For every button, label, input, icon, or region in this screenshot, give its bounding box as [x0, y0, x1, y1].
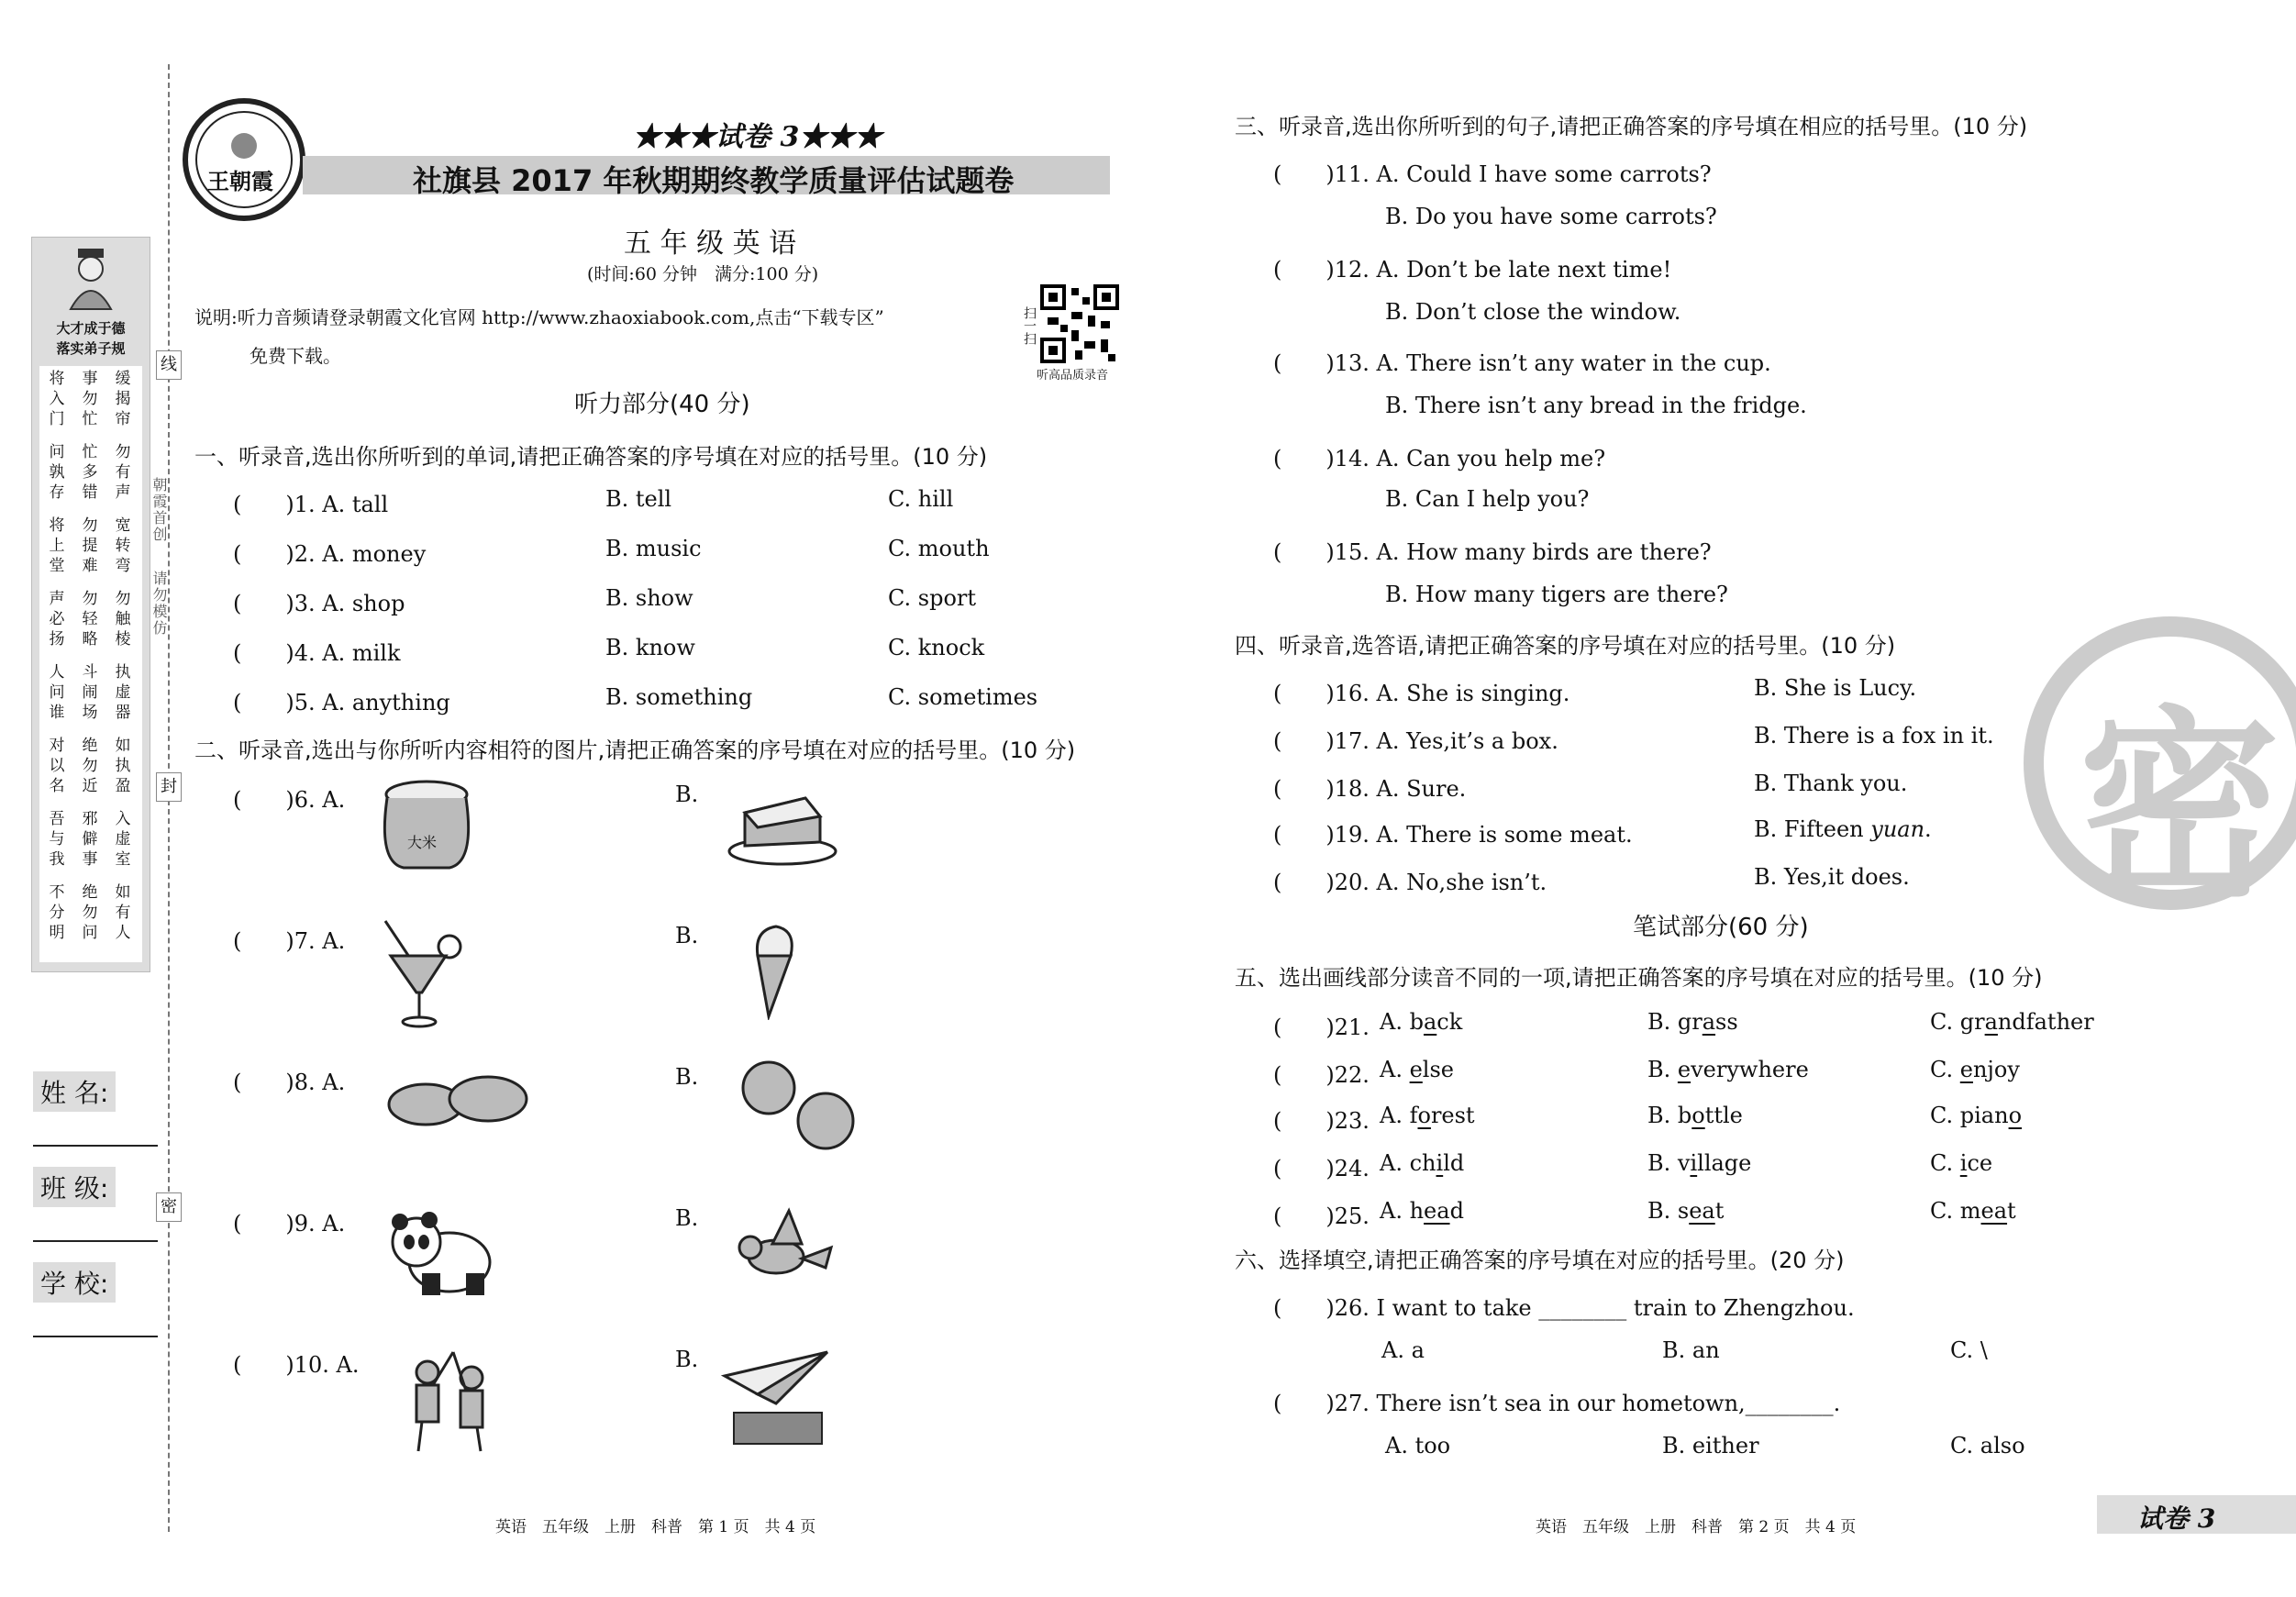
sidebar-verse-column: 如 有 人 [115, 883, 131, 942]
sidebar-verse-column: 绝 勿 问 [82, 883, 98, 942]
sidebar-verse-column: 吾 与 我 [49, 810, 65, 869]
q8-a[interactable]: ( )8. A. [233, 1070, 346, 1095]
cut-label-mi: 密 [156, 1192, 182, 1222]
sidebar-verse-group [46, 442, 134, 516]
tomatoes-icon[interactable] [734, 1055, 862, 1156]
cut-label-xian: 线 [156, 350, 182, 380]
class-label: 班 级: [33, 1167, 116, 1207]
vertical-note-no-copy: 请勿模仿 [150, 571, 168, 637]
underlined-letters: e [1959, 1057, 1973, 1082]
bird-icon[interactable] [725, 1207, 835, 1290]
sidebar-motto: 大才成于德 落实弟子规 [56, 320, 126, 357]
q26-c[interactable]: C. \ [1950, 1337, 1988, 1363]
q5-c[interactable]: C. sometimes [888, 684, 1038, 710]
footer-tag: 试卷 3 [2137, 1503, 2216, 1534]
ice-cream-icon[interactable] [745, 919, 804, 1020]
q1-a[interactable]: ( )1. A. tall [233, 492, 389, 517]
name-line[interactable] [33, 1145, 158, 1147]
q23-num[interactable]: ( )23. [1273, 1108, 1370, 1134]
q16-b[interactable]: B. She is Lucy. [1754, 675, 1917, 701]
sidebar-verse-column: 宽 转 弯 [115, 516, 131, 575]
q3-c[interactable]: C. sport [888, 585, 977, 611]
sidebar-verse-column: 执 虚 器 [115, 663, 131, 722]
q5-b[interactable]: B. something [605, 684, 753, 710]
rice-bag-icon[interactable] [376, 780, 477, 871]
q4-a[interactable]: ( )4. A. milk [233, 640, 401, 666]
underlined-letters: o [1417, 1103, 1431, 1128]
writing-title: 笔试部分(60 分) [1633, 914, 1809, 941]
logo-badge [180, 95, 308, 224]
q23-c[interactable]: C. piano [1930, 1103, 2023, 1128]
sidebar-verse-group [46, 516, 134, 589]
q4-c[interactable]: C. knock [888, 635, 985, 660]
sidebar-verse-column: 勿 轻 略 [82, 590, 98, 649]
q26-b[interactable]: B. an [1662, 1337, 1720, 1363]
q19-b[interactable] [1754, 816, 1932, 842]
q14-a[interactable]: ( )14. A. Can you help me? [1273, 446, 1606, 471]
q16-a[interactable]: ( )16. A. She is singing. [1273, 681, 1570, 706]
sidebar-verse-column: 如 执 盈 [115, 737, 131, 795]
paper-tag: ★★★试卷 3★★★ [633, 121, 882, 153]
underlined-letters: ea [1980, 1198, 2008, 1224]
sidebar-verse-column: 勿 有 声 [115, 443, 131, 502]
q23-a[interactable]: A. forest [1380, 1103, 1475, 1128]
q8-b[interactable]: B. [675, 1064, 699, 1090]
q27-a[interactable]: A. too [1385, 1433, 1451, 1458]
panda-icon[interactable] [385, 1207, 495, 1299]
underlined-letters: i [1959, 1150, 1968, 1176]
sidebar-verse-group [46, 809, 134, 882]
q14-b[interactable]: B. Can I help you? [1385, 486, 1590, 512]
q4-b[interactable]: B. know [605, 635, 695, 660]
q25-num[interactable]: ( )25. [1273, 1203, 1370, 1229]
q27-stem[interactable]: ( )27. There isn’t sea in our hometown,________. [1273, 1391, 1841, 1416]
exam-title: 社旗县 2017 年秋期期终教学质量评估试题卷 [413, 163, 1015, 198]
underlined-letters: a [1702, 1009, 1716, 1035]
q27-c[interactable]: C. also [1950, 1433, 2025, 1458]
q19-b-yuan: yuan [1870, 816, 1925, 842]
q19-a[interactable]: ( )19. A. There is some meat. [1273, 822, 1633, 848]
sidebar-verse-column: 勿 触 棱 [115, 590, 131, 649]
section-5-title: 五、选出画线部分读音不同的一项,请把正确答案的序号填在对应的括号里。(10 分) [1235, 965, 2043, 991]
q21-a[interactable]: A. back [1380, 1009, 1463, 1035]
class-line[interactable] [33, 1240, 158, 1242]
qr-code-icon [1040, 284, 1119, 363]
q13-a[interactable]: ( )13. A. There isn’t any water in the cup. [1273, 350, 1771, 376]
logo-text: 王朝霞 [207, 168, 273, 194]
q17-b[interactable]: B. There is a fox in it. [1754, 723, 1994, 749]
sidebar-verse-group [46, 369, 134, 442]
footer-left: 英语 五年级 上册 科普 第 1 页 共 4 页 [495, 1518, 816, 1536]
q22-b[interactable]: B. everywhere [1647, 1057, 1809, 1082]
q21-num[interactable]: ( )21. [1273, 1015, 1370, 1040]
q1-c[interactable]: C. hill [888, 486, 954, 512]
sidebar-verse-column: 缓 揭 帘 [115, 370, 131, 428]
sidebar-verse-column: 斗 闹 场 [82, 663, 98, 722]
underlined-letters: o [2008, 1103, 2023, 1128]
cake-icon[interactable] [725, 785, 840, 868]
juice-glass-icon[interactable] [376, 919, 464, 1029]
q27-b[interactable]: B. either [1662, 1433, 1759, 1458]
q17-a[interactable]: ( )17. A. Yes,it’s a box. [1273, 728, 1558, 754]
paper-tag-text: 试卷 3 [715, 121, 800, 153]
q3-a[interactable]: ( )3. A. shop [233, 591, 405, 616]
q13-b[interactable]: B. There isn’t any bread in the fridge. [1385, 393, 1807, 418]
q11-a[interactable]: ( )11. A. Could I have some carrots? [1273, 161, 1712, 187]
underlined-letters: ea [1424, 1198, 1450, 1224]
q18-b[interactable]: B. Thank you. [1754, 771, 1908, 796]
q7-b[interactable]: B. [675, 923, 699, 948]
q12-b[interactable]: B. Don’t close the window. [1385, 299, 1681, 325]
sidebar-verse-column: 人 问 谁 [49, 663, 65, 722]
dancing-kids-icon[interactable] [400, 1345, 501, 1455]
q23-b[interactable]: B. bottle [1647, 1103, 1743, 1128]
note-line-1: 说明:听力音频请登录朝霞文化官网 http://www.zhaoxiabook.com,点击“下载专区” [194, 306, 884, 328]
school-line[interactable] [33, 1336, 158, 1337]
sidebar-verse-column: 事 勿 忙 [82, 370, 98, 428]
sidebar-verse-group [46, 882, 134, 956]
potatoes-icon[interactable] [385, 1068, 532, 1132]
sidebar-verse-column: 勿 提 难 [82, 516, 98, 575]
underlined-letters: a [1984, 1009, 1998, 1035]
underlined-letters: e [1409, 1057, 1423, 1082]
listening-title: 听力部分(40 分) [574, 391, 750, 418]
cut-label-feng: 封 [156, 772, 182, 802]
underlined-letters: e [1677, 1057, 1691, 1082]
sidebar-verse-column: 忙 多 错 [82, 443, 98, 502]
sidebar-verse-group [46, 736, 134, 809]
qr-side-text: 扫一扫 [1022, 306, 1037, 345]
sidebar-verse-group [46, 662, 134, 736]
q2-b[interactable]: B. music [605, 536, 702, 561]
q10-a[interactable]: ( )10. A. [233, 1352, 360, 1378]
sidebar-verse-column: 绝 勿 近 [82, 737, 98, 795]
q24-b[interactable]: B. village [1647, 1150, 1752, 1176]
q21-c[interactable]: C. grandfather [1930, 1009, 2094, 1035]
rice-bag-label: 大米 [407, 834, 438, 851]
underlined-letters: o [1691, 1103, 1705, 1128]
q22-c[interactable]: C. enjoy [1930, 1057, 2020, 1082]
sidebar-verse-column: 问 孰 存 [49, 443, 65, 502]
sidebar-verse-group [46, 589, 134, 662]
q20-b[interactable]: B. Yes,it does. [1754, 864, 1910, 890]
scholar-icon [58, 245, 124, 311]
section-2-title: 二、听录音,选出与你所听内容相符的图片,请把正确答案的序号填在对应的括号里。(10 分) [194, 738, 1076, 763]
q11-b[interactable]: B. Do you have some carrots? [1385, 204, 1717, 229]
confidential-seal-text: 密 [2079, 689, 2281, 924]
qr-caption: 听高品质录音 [1037, 369, 1109, 383]
sidebar-verse-column: 入 虚 室 [115, 810, 131, 869]
name-label: 姓 名: [33, 1071, 116, 1112]
section-4-title: 四、听录音,选答语,请把正确答案的序号填在对应的括号里。(10 分) [1235, 633, 1896, 659]
q15-b[interactable]: B. How many tigers are there? [1385, 582, 1728, 607]
section-6-title: 六、选择填空,请把正确答案的序号填在对应的括号里。(20 分) [1235, 1248, 1845, 1273]
q25-b[interactable]: B. seat [1647, 1198, 1725, 1224]
q15-a[interactable]: ( )15. A. How many birds are there? [1273, 539, 1712, 565]
sidebar-verse-column: 声 必 扬 [49, 590, 65, 649]
q25-a[interactable]: A. head [1380, 1198, 1464, 1224]
subject-title: 五 年 级 英 语 [624, 227, 797, 260]
q20-a[interactable]: ( )20. A. No,she isn’t. [1273, 870, 1547, 895]
q24-a[interactable]: A. child [1380, 1150, 1465, 1176]
q12-a[interactable]: ( )12. A. Don’t be late next time! [1273, 257, 1672, 283]
q3-b[interactable]: B. show [605, 585, 693, 611]
q10-b[interactable]: B. [675, 1347, 699, 1372]
q22-num[interactable]: ( )22. [1273, 1062, 1370, 1088]
note-line-2: 免费下载。 [250, 345, 341, 367]
q24-num[interactable]: ( )24. [1273, 1156, 1370, 1181]
paper-plane-icon[interactable] [721, 1348, 831, 1449]
q19-b-end: . [1924, 816, 1932, 842]
q1-b[interactable]: B. tell [605, 486, 672, 512]
q9-a[interactable]: ( )9. A. [233, 1211, 346, 1237]
q22-a[interactable]: A. else [1380, 1057, 1454, 1082]
q5-a[interactable]: ( )5. A. anything [233, 690, 450, 715]
sidebar-verse-column: 不 分 明 [49, 883, 65, 942]
time-info: (时间:60 分钟 满分:100 分) [587, 264, 819, 284]
q7-a[interactable]: ( )7. A. [233, 928, 346, 954]
q26-stem[interactable]: ( )26. I want to take ________ train to Zhengzhou. [1273, 1295, 1855, 1321]
sidebar-verse-column: 对 以 名 [49, 737, 65, 795]
q25-c[interactable]: C. meat [1930, 1198, 2016, 1224]
q24-c[interactable]: C. ice [1930, 1150, 1993, 1176]
section-1-title: 一、听录音,选出你所听到的单词,请把正确答案的序号填在对应的括号里。(10 分) [194, 444, 988, 470]
q26-a[interactable]: A. a [1381, 1337, 1425, 1363]
q2-c[interactable]: C. mouth [888, 536, 990, 561]
q9-b[interactable]: B. [675, 1205, 699, 1231]
school-label: 学 校: [33, 1262, 116, 1303]
q6-a[interactable]: ( )6. A. [233, 787, 346, 813]
footer-right: 英语 五年级 上册 科普 第 2 页 共 4 页 [1536, 1518, 1857, 1536]
q18-a[interactable]: ( )18. A. Sure. [1273, 776, 1467, 802]
sidebar-verse-column: 邪 僻 事 [82, 810, 98, 869]
sidebar-verse-column: 将 上 堂 [49, 516, 65, 575]
underlined-letters: i [1436, 1150, 1444, 1176]
sidebar-verse-column: 将 入 门 [49, 370, 65, 428]
underlined-letters: a [1423, 1009, 1437, 1035]
vertical-note-original: 朝霞首创 [150, 477, 168, 543]
section-3-title: 三、听录音,选出你所听到的句子,请把正确答案的序号填在相应的括号里。(10 分) [1235, 114, 2028, 139]
q19-b-text: B. Fifteen [1754, 816, 1864, 842]
underlined-letters: i [1690, 1150, 1698, 1176]
underlined-letters: ea [1689, 1198, 1715, 1224]
q6-b[interactable]: B. [675, 782, 699, 807]
q21-b[interactable]: B. grass [1647, 1009, 1738, 1035]
q2-a[interactable]: ( )2. A. money [233, 541, 427, 567]
